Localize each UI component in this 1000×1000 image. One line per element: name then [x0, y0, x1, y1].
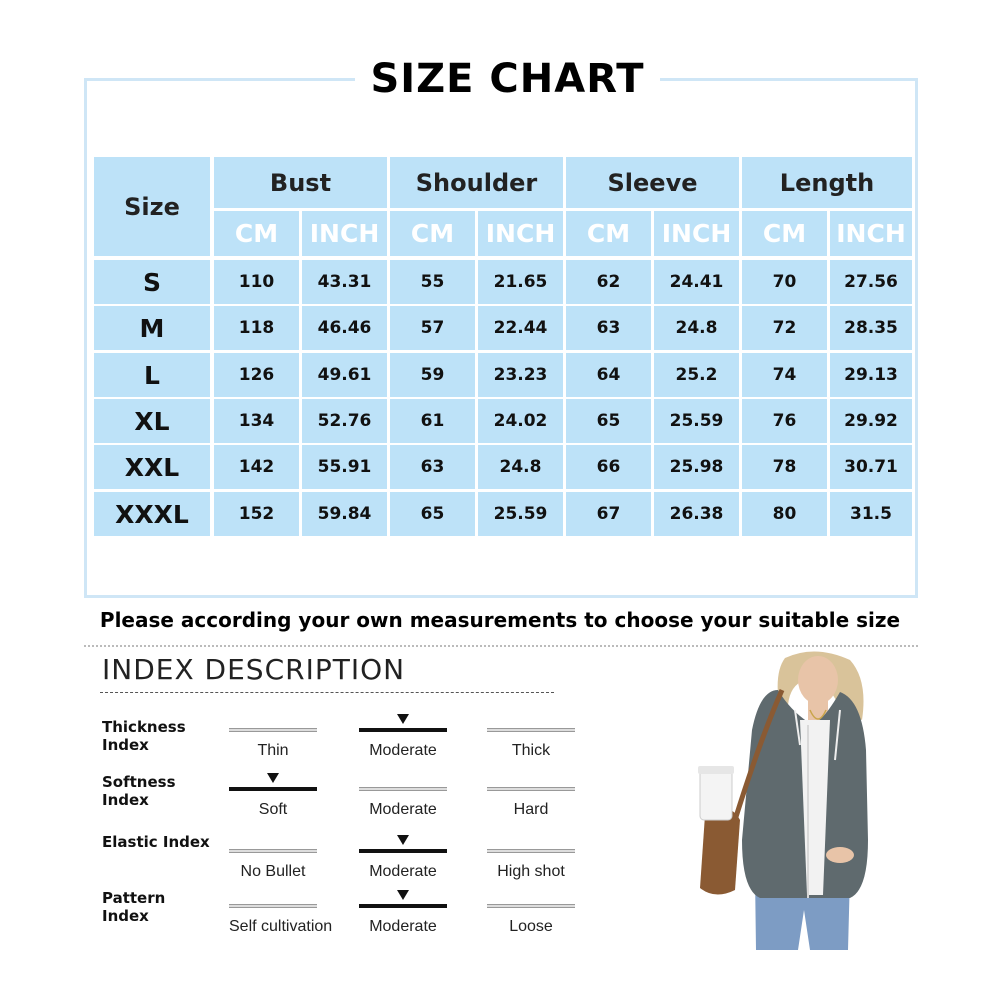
size-label: M — [94, 306, 210, 350]
size-value-cell: 24.8 — [654, 306, 739, 350]
size-value-cell: 61 — [390, 399, 475, 443]
unit-header: CM — [214, 211, 299, 256]
index-option-label: Moderate — [369, 918, 437, 935]
measurement-note: Please according your own measurements to choose your suitable size — [99, 608, 901, 632]
size-value-cell: 80 — [742, 492, 827, 536]
size-value-cell: 31.5 — [830, 492, 912, 536]
index-bar — [229, 728, 317, 732]
unit-header: CM — [566, 211, 651, 256]
size-value-cell: 25.2 — [654, 353, 739, 397]
index-option — [359, 728, 447, 760]
size-value-cell: 76 — [742, 399, 827, 443]
unit-header: CM — [390, 211, 475, 256]
index-option — [487, 728, 575, 760]
size-value-cell: 74 — [742, 353, 827, 397]
index-option — [229, 787, 317, 819]
size-value-cell: 43.31 — [302, 260, 387, 304]
size-value-cell: 110 — [214, 260, 299, 304]
selected-marker-icon — [397, 890, 409, 900]
size-value-cell: 21.65 — [478, 260, 563, 304]
column-group-header: Sleeve — [566, 157, 739, 208]
size-value-cell: 27.56 — [830, 260, 912, 304]
model-photo — [690, 650, 920, 955]
unit-header: CM — [742, 211, 827, 256]
index-option — [229, 904, 333, 936]
index-bar-selected — [229, 787, 317, 791]
unit-header: INCH — [478, 211, 563, 256]
size-value-cell: 57 — [390, 306, 475, 350]
size-value-cell: 126 — [214, 353, 299, 397]
selected-marker-icon — [397, 714, 409, 724]
index-option-label: Soft — [258, 801, 288, 818]
size-value-cell: 46.46 — [302, 306, 387, 350]
index-bar-selected — [359, 904, 447, 908]
unit-header: INCH — [302, 211, 387, 256]
index-option-label: Self cultivation — [229, 918, 333, 935]
size-value-cell: 152 — [214, 492, 299, 536]
size-value-cell: 63 — [566, 306, 651, 350]
index-bar-selected — [359, 849, 447, 853]
size-value-cell: 59.84 — [302, 492, 387, 536]
size-value-cell: 52.76 — [302, 399, 387, 443]
model-face — [798, 656, 838, 704]
size-value-cell: 63 — [390, 445, 475, 489]
index-option — [359, 849, 447, 881]
index-label: Thickness Index — [102, 718, 186, 754]
size-label: XL — [94, 399, 210, 443]
size-value-cell: 26.38 — [654, 492, 739, 536]
size-value-cell: 25.98 — [654, 445, 739, 489]
size-value-cell: 59 — [390, 353, 475, 397]
index-bar — [487, 904, 575, 908]
selected-marker-icon — [397, 835, 409, 845]
index-bar — [359, 787, 447, 791]
index-option-label: Loose — [509, 918, 553, 935]
index-option — [359, 787, 447, 819]
size-value-cell: 64 — [566, 353, 651, 397]
index-option-label: Thin — [257, 742, 289, 759]
column-group-header: Bust — [214, 157, 387, 208]
model-bag — [700, 809, 740, 895]
note-divider — [84, 645, 918, 647]
size-value-cell: 65 — [390, 492, 475, 536]
index-option-label: High shot — [497, 863, 565, 880]
index-description-title: INDEX DESCRIPTION — [102, 653, 406, 686]
index-label: Softness Index — [102, 773, 176, 809]
index-option-label: Moderate — [369, 801, 437, 818]
size-value-cell: 67 — [566, 492, 651, 536]
size-value-cell: 29.92 — [830, 399, 912, 443]
size-value-cell: 65 — [566, 399, 651, 443]
size-value-cell: 78 — [742, 445, 827, 489]
unit-header: INCH — [830, 211, 912, 256]
size-value-cell: 49.61 — [302, 353, 387, 397]
index-option — [229, 728, 317, 760]
size-value-cell: 22.44 — [478, 306, 563, 350]
size-value-cell: 134 — [214, 399, 299, 443]
size-value-cell: 24.41 — [654, 260, 739, 304]
size-label: XXL — [94, 445, 210, 489]
index-label: Elastic Index — [102, 833, 210, 851]
index-option — [487, 849, 575, 881]
size-value-cell: 24.02 — [478, 399, 563, 443]
index-bar — [229, 904, 317, 908]
size-value-cell: 30.71 — [830, 445, 912, 489]
size-value-cell: 118 — [214, 306, 299, 350]
index-option-label: Thick — [511, 742, 551, 759]
size-value-cell: 142 — [214, 445, 299, 489]
column-group-header: Length — [742, 157, 912, 208]
size-label: S — [94, 260, 210, 304]
index-option-label: No Bullet — [240, 863, 306, 880]
index-option — [359, 904, 447, 936]
size-value-cell: 66 — [566, 445, 651, 489]
index-bar — [487, 849, 575, 853]
index-option-label: Hard — [513, 801, 549, 818]
index-option — [487, 787, 575, 819]
size-chart-title: SIZE CHART — [355, 55, 660, 103]
index-option — [487, 904, 575, 936]
size-label: L — [94, 353, 210, 397]
index-label: Pattern Index — [102, 889, 166, 925]
size-column-header: Size — [94, 157, 210, 256]
size-value-cell: 62 — [566, 260, 651, 304]
size-value-cell: 23.23 — [478, 353, 563, 397]
size-value-cell: 55 — [390, 260, 475, 304]
size-value-cell: 29.13 — [830, 353, 912, 397]
size-value-cell: 70 — [742, 260, 827, 304]
column-group-header: Shoulder — [390, 157, 563, 208]
index-description-divider — [100, 692, 554, 693]
selected-marker-icon — [267, 773, 279, 783]
size-value-cell: 28.35 — [830, 306, 912, 350]
index-bar-selected — [359, 728, 447, 732]
size-value-cell: 55.91 — [302, 445, 387, 489]
size-value-cell: 72 — [742, 306, 827, 350]
model-cup — [700, 770, 732, 820]
size-value-cell: 24.8 — [478, 445, 563, 489]
index-option-label: Moderate — [369, 863, 437, 880]
unit-header: INCH — [654, 211, 739, 256]
index-bar — [229, 849, 317, 853]
index-option — [229, 849, 317, 881]
size-value-cell: 25.59 — [654, 399, 739, 443]
size-label: XXXL — [94, 492, 210, 536]
index-option-label: Moderate — [369, 742, 437, 759]
index-bar — [487, 728, 575, 732]
size-value-cell: 25.59 — [478, 492, 563, 536]
index-bar — [487, 787, 575, 791]
